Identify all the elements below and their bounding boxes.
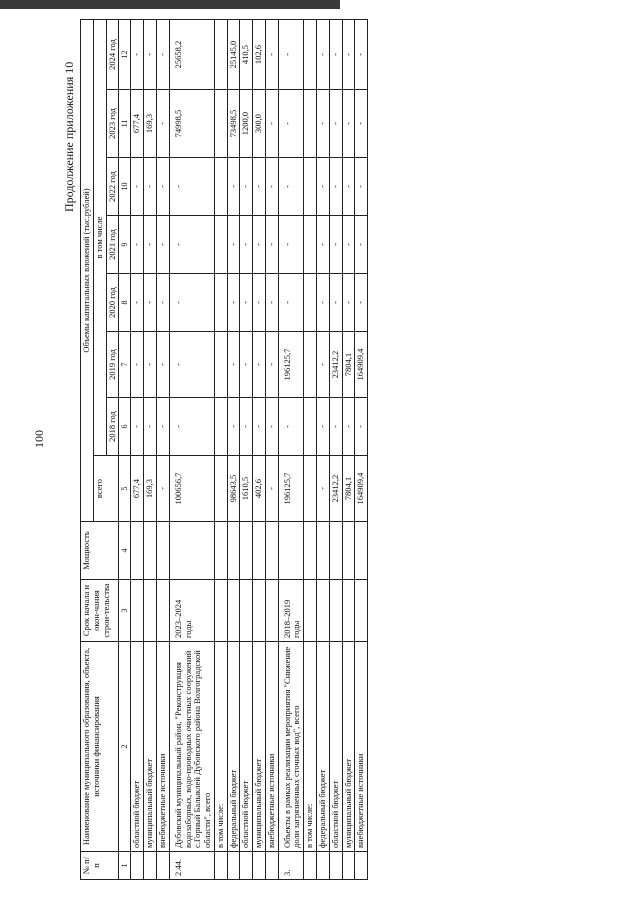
value-cell: 102,6 <box>253 20 266 90</box>
value-cell <box>329 522 342 580</box>
value-cell: - <box>131 158 144 216</box>
table-row <box>144 20 157 880</box>
value-cell: - <box>329 274 342 332</box>
value-cell <box>304 90 317 158</box>
table-row <box>169 20 214 880</box>
value-cell: - <box>253 158 266 216</box>
table-row <box>329 20 342 880</box>
value-cell: - <box>227 332 240 398</box>
value-cell: - <box>227 158 240 216</box>
row-label-cell: областной бюджет <box>131 642 144 852</box>
value-cell: - <box>131 332 144 398</box>
row-label-cell: областной бюджет <box>329 642 342 852</box>
value-cell: - <box>278 90 304 158</box>
table-row <box>214 20 227 880</box>
value-cell: 1200,0 <box>240 90 253 158</box>
row-label-cell: внебюджетные источники <box>157 642 170 852</box>
table-row <box>131 20 144 880</box>
value-cell: - <box>316 456 329 522</box>
value-cell: 169,3 <box>144 90 157 158</box>
value-cell: 23412,2 <box>329 456 342 522</box>
value-cell <box>214 398 227 456</box>
value-cell: - <box>157 20 170 90</box>
value-cell: - <box>144 216 157 274</box>
column-number: 7 <box>119 332 131 398</box>
value-cell: - <box>227 274 240 332</box>
value-cell <box>131 522 144 580</box>
row-term-cell <box>265 580 278 642</box>
value-cell <box>304 522 317 580</box>
row-number-cell <box>342 852 355 880</box>
value-cell: - <box>342 90 355 158</box>
table-row <box>157 20 170 880</box>
row-label-cell: внебюджетные источники <box>355 642 368 852</box>
value-cell: - <box>157 456 170 522</box>
value-cell <box>214 158 227 216</box>
value-cell: - <box>131 398 144 456</box>
row-term-cell <box>304 580 317 642</box>
value-cell: - <box>342 158 355 216</box>
header-year: 2021 год <box>106 216 119 274</box>
value-cell: - <box>316 158 329 216</box>
value-cell: - <box>355 158 368 216</box>
value-cell: - <box>157 398 170 456</box>
value-cell <box>144 522 157 580</box>
value-cell <box>304 158 317 216</box>
header-year: 2023 год <box>106 90 119 158</box>
value-cell: - <box>278 274 304 332</box>
value-cell: 25658,2 <box>169 20 214 90</box>
value-cell: - <box>342 398 355 456</box>
value-cell: - <box>240 274 253 332</box>
header-year: 2022 год <box>106 158 119 216</box>
column-number: 1 <box>119 852 131 880</box>
column-number: 10 <box>119 158 131 216</box>
value-cell: 677,4 <box>131 90 144 158</box>
row-number-cell <box>240 852 253 880</box>
value-cell: - <box>144 274 157 332</box>
row-number-cell <box>265 852 278 880</box>
header-year: 2018 год <box>106 398 119 456</box>
value-cell <box>278 522 304 580</box>
table-row <box>355 20 368 880</box>
value-cell: - <box>144 332 157 398</box>
column-number: 12 <box>119 20 131 90</box>
header-year: 2020 год <box>106 274 119 332</box>
column-number: 3 <box>119 580 131 642</box>
header-name: Наименование муниципального образования, объекта, источники финансирования <box>81 642 119 852</box>
value-cell: - <box>355 90 368 158</box>
column-number: 4 <box>119 522 131 580</box>
row-label-cell: Объекты в рамках реализации мероприятия "Снижение доли загрязненных сточных вод", всего <box>278 642 304 852</box>
row-label-cell: в том числе: <box>304 642 317 852</box>
header-power: Мощность <box>81 522 119 580</box>
header-volumes: Объемы капитальных вложений (тыс.рублей) <box>81 20 94 522</box>
header-including: в том числе <box>93 20 106 456</box>
row-number-cell <box>157 852 170 880</box>
value-cell <box>253 522 266 580</box>
row-number-cell <box>329 852 342 880</box>
value-cell: 7804,1 <box>342 332 355 398</box>
value-cell: - <box>157 332 170 398</box>
rotated-table-wrapper <box>80 20 625 880</box>
value-cell: - <box>329 20 342 90</box>
row-label-cell: федеральный бюджет <box>316 642 329 852</box>
value-cell: - <box>240 158 253 216</box>
row-term-cell <box>316 580 329 642</box>
value-cell <box>214 20 227 90</box>
value-cell: - <box>169 274 214 332</box>
column-number: 2 <box>119 642 131 852</box>
value-cell: 410,5 <box>240 20 253 90</box>
value-cell: - <box>144 20 157 90</box>
value-cell: - <box>278 398 304 456</box>
value-cell: - <box>253 216 266 274</box>
value-cell: - <box>169 158 214 216</box>
value-cell <box>214 332 227 398</box>
value-cell: - <box>169 216 214 274</box>
value-cell: - <box>316 274 329 332</box>
value-cell: - <box>227 216 240 274</box>
value-cell: 23412,2 <box>329 332 342 398</box>
value-cell <box>304 216 317 274</box>
value-cell: - <box>342 20 355 90</box>
value-cell: 677,4 <box>131 456 144 522</box>
value-cell: - <box>169 398 214 456</box>
value-cell: - <box>131 274 144 332</box>
row-label-cell: в том числе: <box>214 642 227 852</box>
value-cell: - <box>253 332 266 398</box>
value-cell: - <box>265 90 278 158</box>
value-cell: 196125,7 <box>278 332 304 398</box>
value-cell: 98643,5 <box>227 456 240 522</box>
value-cell: - <box>355 398 368 456</box>
value-cell: - <box>316 216 329 274</box>
row-term-cell <box>329 580 342 642</box>
row-term-cell <box>214 580 227 642</box>
row-term-cell: 2018–2019 годы <box>278 580 304 642</box>
value-cell: - <box>265 332 278 398</box>
value-cell: - <box>265 398 278 456</box>
column-number: 9 <box>119 216 131 274</box>
value-cell <box>304 332 317 398</box>
value-cell <box>214 522 227 580</box>
value-cell: - <box>278 158 304 216</box>
value-cell: - <box>240 216 253 274</box>
column-number: 5 <box>119 456 131 522</box>
value-cell: - <box>265 20 278 90</box>
value-cell: - <box>329 216 342 274</box>
value-cell: - <box>144 398 157 456</box>
column-number: 11 <box>119 90 131 158</box>
row-term-cell <box>253 580 266 642</box>
value-cell <box>157 522 170 580</box>
value-cell: - <box>355 20 368 90</box>
row-term-cell <box>157 580 170 642</box>
value-cell: 74998,5 <box>169 90 214 158</box>
header-number: № п/п <box>81 852 119 880</box>
value-cell: - <box>329 90 342 158</box>
header-year: 2019 год <box>106 332 119 398</box>
value-cell <box>214 216 227 274</box>
row-number-cell <box>214 852 227 880</box>
value-cell <box>355 522 368 580</box>
value-cell <box>304 274 317 332</box>
table-row <box>278 20 304 880</box>
value-cell: 25145,0 <box>227 20 240 90</box>
value-cell: - <box>355 274 368 332</box>
value-cell: 1610,5 <box>240 456 253 522</box>
value-cell: 300,0 <box>253 90 266 158</box>
value-cell <box>304 456 317 522</box>
row-number-cell <box>253 852 266 880</box>
value-cell: 196125,7 <box>278 456 304 522</box>
value-cell: - <box>278 20 304 90</box>
value-cell: - <box>157 158 170 216</box>
row-term-cell <box>355 580 368 642</box>
value-cell: - <box>316 398 329 456</box>
value-cell <box>214 456 227 522</box>
value-cell: - <box>316 90 329 158</box>
value-cell: 402,6 <box>253 456 266 522</box>
value-cell: 73498,5 <box>227 90 240 158</box>
row-label-cell: областной бюджет <box>240 642 253 852</box>
value-cell <box>304 20 317 90</box>
value-cell: - <box>157 216 170 274</box>
row-number-cell <box>304 852 317 880</box>
value-cell: - <box>131 20 144 90</box>
row-term-cell <box>342 580 355 642</box>
value-cell: - <box>265 158 278 216</box>
value-cell: - <box>342 216 355 274</box>
value-cell: - <box>329 158 342 216</box>
value-cell: - <box>265 216 278 274</box>
row-number-cell: 3. <box>278 852 304 880</box>
row-number-cell <box>316 852 329 880</box>
value-cell: - <box>240 398 253 456</box>
header-term: Срок начала и окон-чания строи-тельства <box>81 580 119 642</box>
value-cell: - <box>329 398 342 456</box>
header-year: 2024 год <box>106 20 119 90</box>
value-cell: - <box>253 398 266 456</box>
value-cell: 164909,4 <box>355 332 368 398</box>
row-number-cell <box>144 852 157 880</box>
table-row <box>304 20 317 880</box>
value-cell <box>265 522 278 580</box>
value-cell <box>214 274 227 332</box>
row-term-cell <box>131 580 144 642</box>
value-cell <box>342 522 355 580</box>
value-cell <box>227 522 240 580</box>
value-cell: - <box>253 274 266 332</box>
value-cell: - <box>265 274 278 332</box>
page-number: 100 <box>32 430 46 448</box>
value-cell: - <box>316 332 329 398</box>
value-cell: 169,3 <box>144 456 157 522</box>
value-cell: 100656,7 <box>169 456 214 522</box>
value-cell: - <box>227 398 240 456</box>
table-row <box>240 20 253 880</box>
row-number-cell <box>355 852 368 880</box>
table-row <box>265 20 278 880</box>
value-cell: - <box>316 20 329 90</box>
value-cell: 7804,1 <box>342 456 355 522</box>
capital-investments-table <box>80 19 368 880</box>
row-label-cell: федеральный бюджет <box>227 642 240 852</box>
value-cell: - <box>144 158 157 216</box>
row-number-cell: 2.44. <box>169 852 214 880</box>
column-number: 8 <box>119 274 131 332</box>
row-term-cell <box>144 580 157 642</box>
value-cell: - <box>157 274 170 332</box>
value-cell <box>316 522 329 580</box>
value-cell <box>169 522 214 580</box>
row-label-cell: внебюджетные источники <box>265 642 278 852</box>
header-total: всего <box>93 456 119 522</box>
value-cell: - <box>157 90 170 158</box>
row-label-cell: муниципальный бюджет <box>253 642 266 852</box>
row-label-cell: муниципальный бюджет <box>342 642 355 852</box>
row-term-cell <box>240 580 253 642</box>
value-cell <box>304 398 317 456</box>
value-cell: - <box>342 274 355 332</box>
table-row <box>342 20 355 880</box>
table-row <box>316 20 329 880</box>
table-row <box>227 20 240 880</box>
value-cell: - <box>355 216 368 274</box>
value-cell: - <box>131 216 144 274</box>
row-number-cell <box>227 852 240 880</box>
row-term-cell: 2023–2024 годы <box>169 580 214 642</box>
value-cell: - <box>240 332 253 398</box>
value-cell: - <box>265 456 278 522</box>
value-cell <box>240 522 253 580</box>
column-number: 6 <box>119 398 131 456</box>
value-cell: - <box>278 216 304 274</box>
continuation-title: Продолжение приложения 10 <box>62 61 76 212</box>
value-cell <box>214 90 227 158</box>
row-label-cell: Дубовский муниципальный район, "Реконструкция водозаборных, водо-проводных очистных сооружений с.Горный Балыклей Дубовского района Волгоградской области", всего <box>169 642 214 852</box>
table-body <box>131 20 368 880</box>
value-cell: 164909,4 <box>355 456 368 522</box>
row-term-cell <box>227 580 240 642</box>
row-number-cell <box>131 852 144 880</box>
scan-edge-bar <box>0 0 340 9</box>
table-row <box>253 20 266 880</box>
value-cell: - <box>169 332 214 398</box>
row-label-cell: муниципальный бюджет <box>144 642 157 852</box>
